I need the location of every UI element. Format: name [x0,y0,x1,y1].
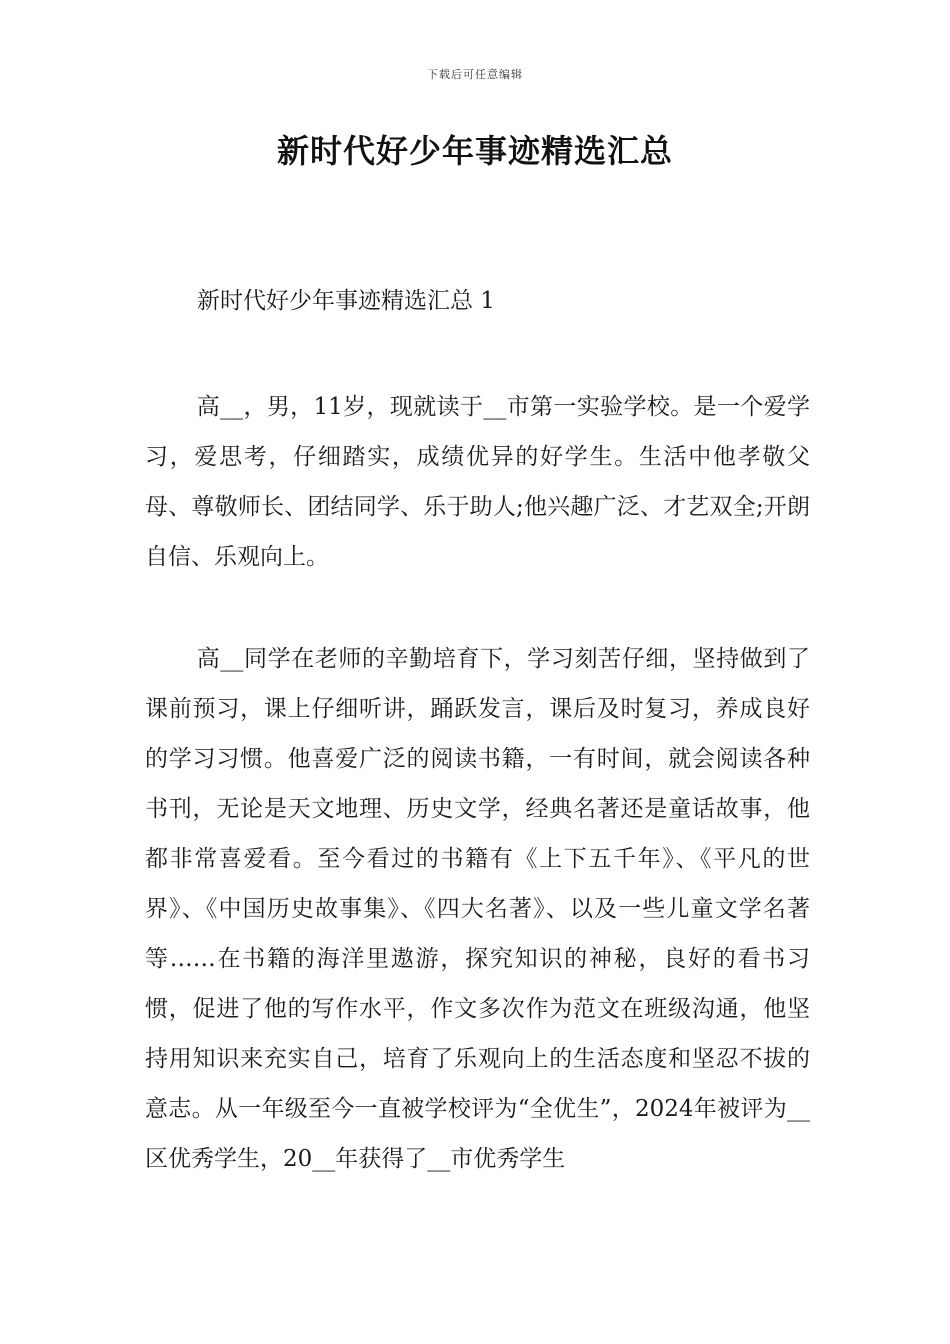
paragraph-1: 高__，男，11岁，现就读于__市第一实验学校。是一个爱学习，爱思考，仔细踏实，成绩优异的好学生。生活中他孝敬父母、尊敬师长、团结同学、乐于助人;他兴趣广泛、才艺双全;开朗自信、乐观向上。 [145,394,810,570]
section-heading: 新时代好少年事迹精选汇总 1 [197,288,495,314]
header-note: 下载后可任意编辑 [427,68,523,81]
paragraph-2: 高__同学在老师的辛勤培育下，学习刻苦仔细，坚持做到了课前预习，课上仔细听讲，踊跃发言，课后及时复习，养成良好的学习习惯。他喜爱广泛的阅读书籍，一有时间，就会阅读各种书刊，无论是天文地理、历史文学，经典名著还是童话故事，他都非常喜爱看。至今看过的书籍有《上下五千年》、《平凡的世界》、《中国历史故事集》、《四大名著》、以及一些儿童文学名著等……在书籍的海洋里遨游，探究知识的神秘，良好的看书习惯，促进了他的写作水平，作文多次作为范文在班级沟通，他坚持用知识来充实自己，培育了乐观向上的生活态度和坚忍不拔的意志。从一年级至今一直被学校评为“全优生”，2024年被评为__区优秀学生，20__年获得了__市优秀学生 [145,646,810,1172]
document-title: 新时代好少年事迹精选汇总 [276,132,673,170]
document-body [145,282,810,1236]
